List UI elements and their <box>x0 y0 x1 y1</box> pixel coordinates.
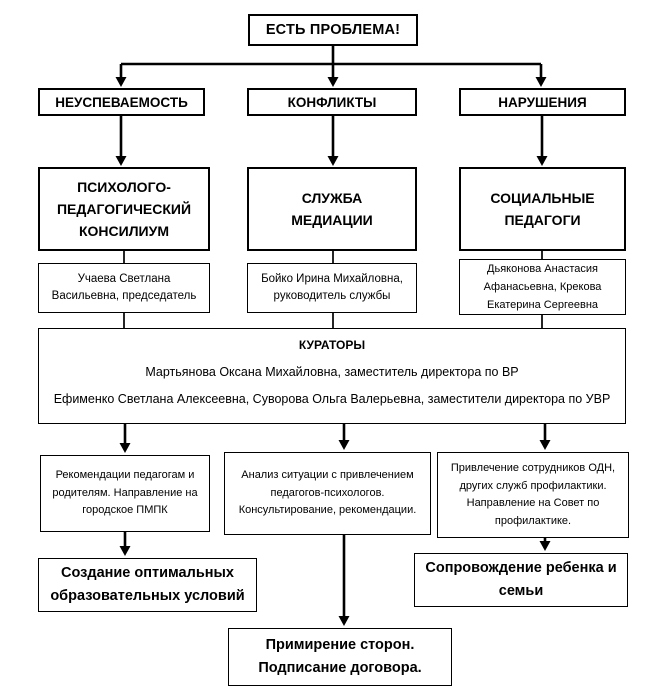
outcome-line: Сопровождение ребенка и <box>425 560 617 576</box>
unit-box-psych-ped-consilium <box>38 167 210 251</box>
curators-box <box>38 328 626 424</box>
outcome-line: Создание оптимальных <box>61 565 234 581</box>
problem-box <box>248 14 418 46</box>
category-label: КОНФЛИКТЫ <box>287 94 377 110</box>
unit-line: ПЕДАГОГИ <box>504 212 581 228</box>
action-text: Анализ ситуации с привлечением педагогов-психологов. Консультирование, рекомендации. <box>238 469 417 517</box>
unit-line: КОНСИЛИУМ <box>79 223 169 239</box>
unit-line: ПСИХОЛОГО- <box>77 179 171 195</box>
outcome-line: семьи <box>498 583 544 599</box>
action-box-situation-analysis <box>224 452 431 535</box>
person-box-mediation-head <box>247 263 417 313</box>
unit-box-mediation-service <box>247 167 417 251</box>
outcome-line: Подписание договора. <box>258 660 422 676</box>
category-box-conflicts <box>247 88 417 116</box>
outcome-box-optimal-conditions <box>38 558 257 612</box>
outcome-box-child-family-support <box>414 553 628 607</box>
action-box-prevention-involvement <box>437 452 629 538</box>
outcome-line: Примирение сторон. <box>265 637 415 653</box>
outcome-line: образовательных условий <box>50 588 245 604</box>
unit-line: СОЦИАЛЬНЫЕ <box>490 190 595 206</box>
action-text: Привлечение сотрудников ОДН, других служб профилактики. Направление на Совет по профилактике. <box>450 462 616 527</box>
curators-title: КУРАТОРЫ <box>298 338 366 352</box>
outcome-box-reconciliation <box>228 628 452 686</box>
category-box-underachievement <box>38 88 205 116</box>
person-box-social-pedagogues <box>459 259 626 315</box>
category-box-violations <box>459 88 626 116</box>
unit-line: МЕДИАЦИИ <box>291 212 373 228</box>
person-name: Дьяконова Анастасия Афанасьевна, Крекова Екатерина Сергеевна <box>483 263 602 311</box>
unit-box-social-pedagogues <box>459 167 626 251</box>
curator-line: Мартьянова Оксана Михайловна, заместитель директора по ВР <box>145 365 519 379</box>
action-text: Рекомендации педагогам и родителям. Направление на городское ПМПК <box>52 469 198 517</box>
unit-line: ПЕДАГОГИЧЕСКИЙ <box>56 201 192 217</box>
person-name: Учаева Светлана Васильевна, председатель <box>51 273 197 302</box>
problem-title: ЕСТЬ ПРОБЛЕМА! <box>265 22 401 38</box>
curator-line: Ефименко Светлана Алексеевна, Суворова Ольга Валерьевна, заместители директора по УВР <box>53 392 611 406</box>
person-box-consilium-chair <box>38 263 210 313</box>
unit-line: СЛУЖБА <box>301 190 363 206</box>
person-name: Бойко Ирина Михайловна, руководитель службы <box>261 273 403 302</box>
category-label: НАРУШЕНИЯ <box>498 94 587 110</box>
action-box-recommendations <box>40 455 210 532</box>
category-label: НЕУСПЕВАЕМОСТЬ <box>55 94 188 110</box>
